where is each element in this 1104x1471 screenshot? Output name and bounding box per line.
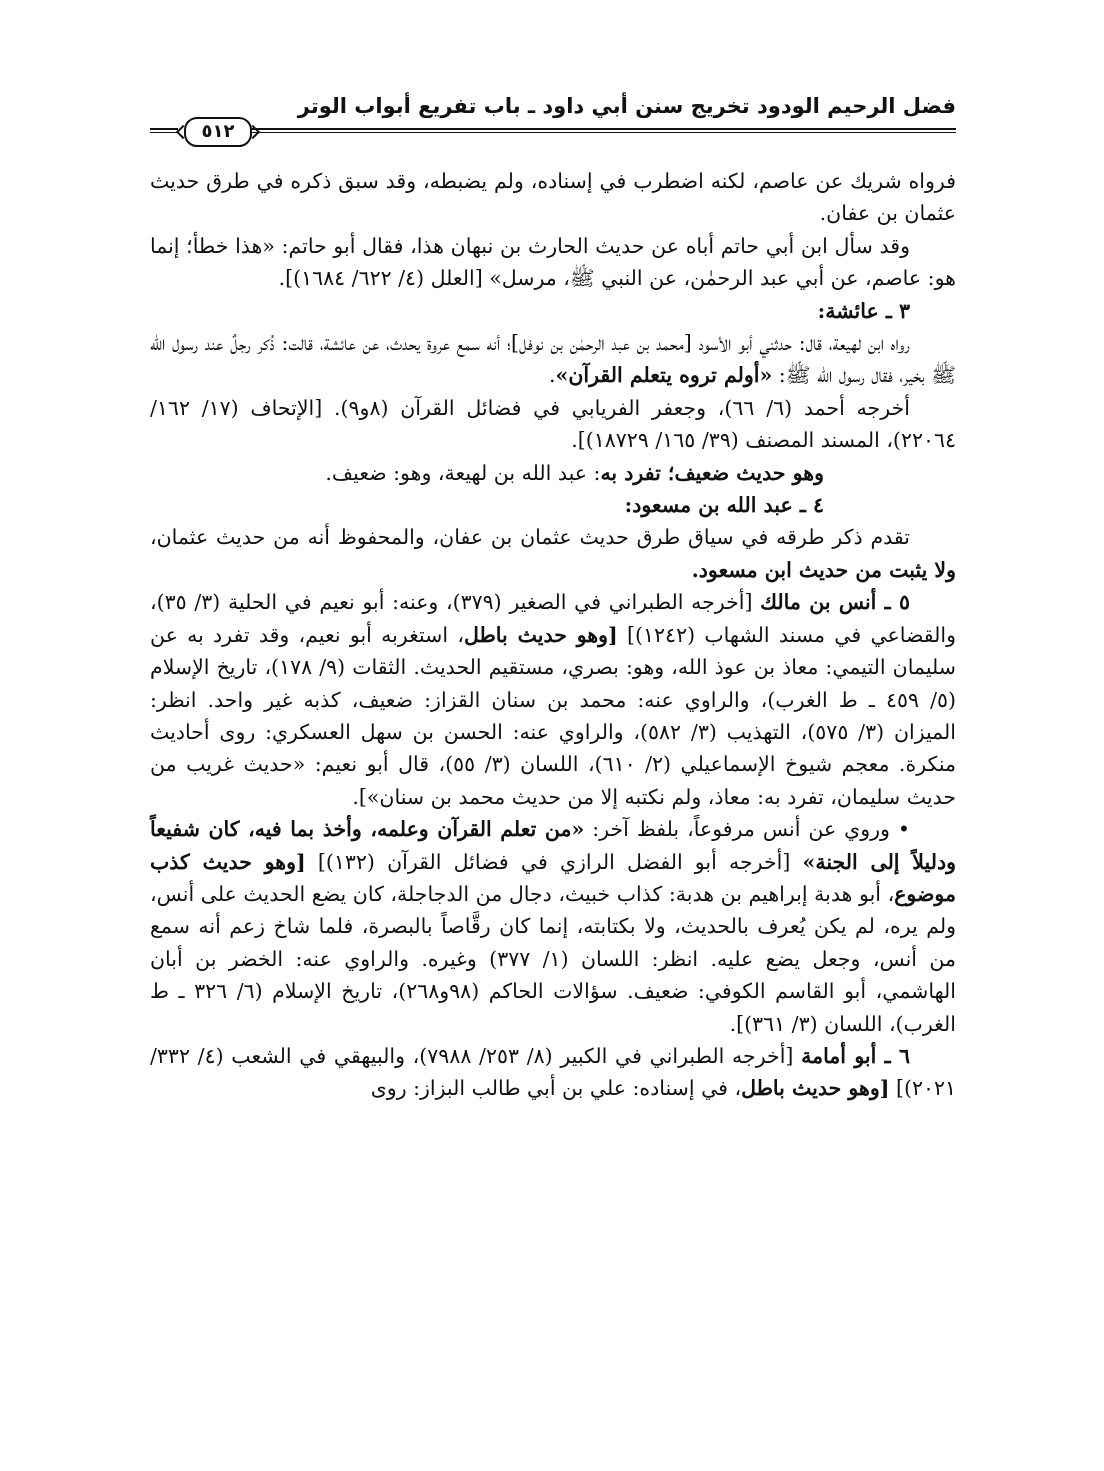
text-run: • وروي عن أنس مرفوعاً، بلفظ آخر: — [584, 817, 910, 842]
running-head: فضل الرحيم الودود تخريج سنن أبي داود ـ باب تفريع أبواب الوتر — [297, 94, 956, 118]
paragraph — [150, 327, 956, 392]
text-run: تقدم ذكر طرقه في سياق طرق حديث عثمان بن عفان، والمحفوظ أنه من حديث عثمان، — [150, 525, 910, 550]
paragraph: فرواه شريك عن عاصم، لكنه اضطرب في إسناده، ولم يضبطه، وقد سبق ذكره في طرق حديث عثمان بن عفان. — [150, 169, 956, 226]
paragraph — [150, 586, 956, 813]
text-run: [أخرجه الطبراني في الكبير (٨/ ٢٥٣/ ٧٩٨٨)، والبيهقي في الشعب (٤/ ٣٣٢/ ٢٠٢١)] — [150, 1043, 956, 1101]
paragraph — [150, 457, 956, 489]
page-body — [150, 165, 956, 1105]
text-run: رواه ابن لهيعة، قال: حدثني أبو الأسود [محمد بن عبد الرحمٰن بن نوفل]؛ أنه سمع عروة يحدث، عن عائشة، قالت: ذُكر رجلٌ عند رسول الله ﷺ بخير، فقال رسول الله ﷺ: — [150, 331, 956, 388]
paragraph — [150, 813, 956, 1040]
page-number-badge: ٥١٢ — [184, 117, 252, 147]
ruling-text: [وهو حديث كذب موضوع — [150, 849, 956, 906]
paragraph — [150, 521, 956, 586]
ruling-text: وهو حديث ضعيف؛ تفرد به — [600, 460, 824, 485]
text-run: [أخرجه أبو الفضل الرازي في فضائل القرآن (١٣٢)] — [305, 849, 803, 874]
text-run: : عبد الله بن لهيعة، وهو: ضعيف. — [325, 460, 601, 485]
ruling-text: [وهو حديث باطل — [463, 622, 618, 647]
text-run: . — [548, 363, 556, 388]
section-heading-anas: ٥ ـ أنس بن مالك — [760, 590, 910, 615]
section-heading-ibn-masud — [150, 489, 956, 521]
text-run: [أخرجه الطبراني في الصغير (٣٧٩)، وعنه: أبو نعيم في الحلية (٣/ ٣٥)، والقضاعي في مسند الشهاب (١٢٤٢)] — [150, 590, 956, 647]
hadith-text: «من تعلم القرآن وعلمه، وأخذ بما فيه، كان شفيعاً ودليلاً إلى الجنة» — [150, 817, 956, 874]
paragraph — [150, 1040, 956, 1105]
paragraph: أخرجه أحمد (٦/ ٦٦)، وجعفر الفريابي في فضائل القرآن (٨و٩). [الإتحاف (١٧/ ١٦٢/ ٢٢٠٦٤)، المسند المصنف (٣٩/ ١٦٥/ ١٨٧٢٩)]. — [150, 395, 956, 453]
ruling-text: [وهو حديث باطل — [741, 1076, 890, 1101]
section-heading-aisha: ٣ ـ عائشة: — [817, 298, 910, 323]
paragraph: وقد سأل ابن أبي حاتم أباه عن حديث الحارث بن نبهان هذا، فقال أبو حاتم: «هذا خطأ؛ إنما هو: عاصم، عن أبي عبد الرحمٰن، عن النبي ﷺ، مرسل» [العلل (٤/ ٦٢٢/ ١٦٨٤)]. — [150, 233, 956, 291]
section-heading-abu-umama: ٦ ـ أبو أمامة — [801, 1043, 910, 1068]
page-header — [150, 90, 956, 150]
ruling-text: ولا يثبت من حديث ابن مسعود. — [691, 557, 956, 582]
text-run: ، أبو هدبة إبراهيم بن هدبة: كذاب خبيث، دجال من الدجاجلة، كان يضع الحديث على أنس، ولم يره، لم يكن يُعرف بالحديث، ولا بكتابته، إنما كان رقَّاصاً بالبصرة، فلما شاخ زعم أنه سمع من أنس، وجعل يضع عليه. انظر: اللسان (١/ ٣٧٧) وغيره. والراوي عنه: الخضر بن أبان الهاشمي، أبو القاسم الكوفي: ضعيف. سؤالات الحاكم (٩٨و٢٦٨)، تاريخ الإسلام (٦/ ٣٢٦ ـ ط الغرب)، اللسان (٣/ ٣٦١)]. — [150, 881, 956, 1036]
header-rule — [250, 128, 956, 133]
text-run: ، في إسناده: علي بن أبي طالب البزاز: روى — [370, 1076, 742, 1101]
heading-text: ٤ ـ عبد الله بن مسعود: — [624, 493, 824, 518]
header-rule-tail — [150, 128, 178, 133]
hadith-text: «أولم تروه يتعلم القرآن» — [555, 363, 773, 388]
text-run: ، استغربه أبو نعيم، وقد تفرد به عن سليمان التيمي: معاذ بن عوذ الله، وهو: بصري، مستقيم الحديث. الثقات (٩/ ١٧٨)، تاريخ الإسلام (٥/ ٤٥٩ ـ ط الغرب)، والراوي عنه: محمد بن سنان القزاز: ضعيف، كذبه غير واحد. انظر: الميزان (٣/ ٥٧٥)، التهذيب (٣/ ٥٨٢)، والراوي عنه: الحسن بن سهل العسكري: روى أحاديث منكرة. معجم شيوخ الإسماعيلي (٢/ ٦١٠)، اللسان (٣/ ٥٥)، قال أبو نعيم: «حديث غريب من حديث سليمان، تفرد به: معاذ، ولم نكتبه إلا من حديث محمد بن سنان»]. — [150, 622, 956, 809]
